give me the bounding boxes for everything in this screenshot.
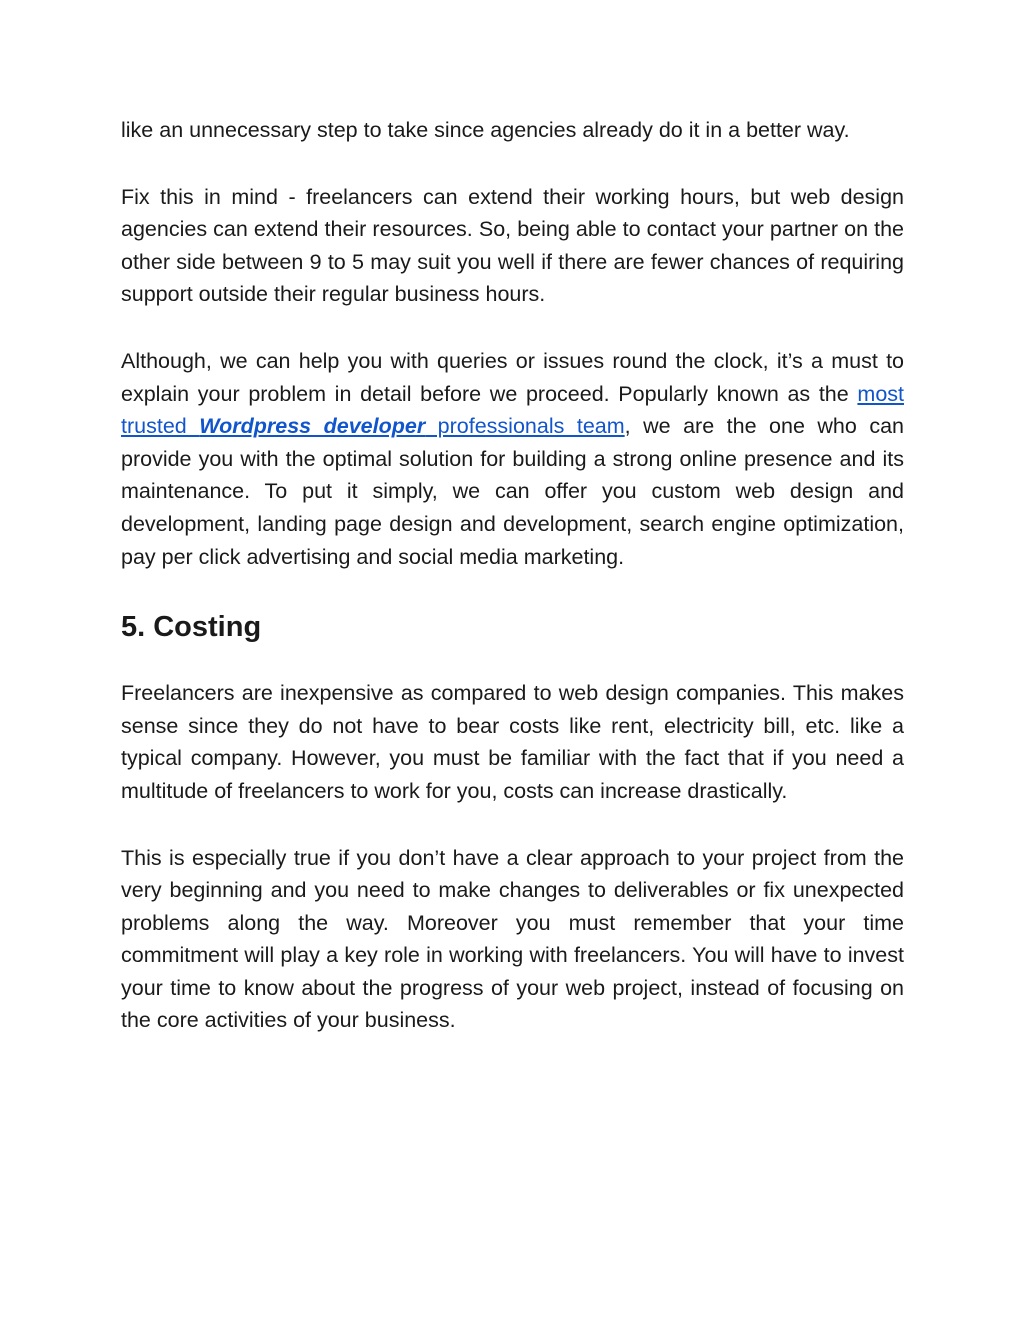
paragraph-freelancer-cost: Freelancers are inexpensive as compared to web design companies. This makes sense since they do not have to bear costs like rent, electricity bill, etc. like a typical company. However, you must be familiar with the fact that if you need a multitude of freelancers to work for you, costs can increase drastically. [121, 681, 904, 803]
link-text-prefix: most trusted [121, 381, 904, 439]
paragraph-our-services-rest: , we are the one who can provide you with the optimal solution for building a strong online presence and its maintenance. To put it simply, we can offer you custom web design and development, landing page design and development, search engine optimization, pay per click advertising and social media marketing. [121, 414, 904, 569]
paragraph-our-services [121, 345, 904, 573]
paragraph-our-services-intro: Although, we can help you with queries or issues round the clock, it’s a must to explain your problem in detail before we proceed. Popularly known as the [121, 348, 904, 406]
document-page [121, 114, 904, 1071]
paragraph-working-hours: Fix this in mind - freelancers can extend their working hours, but web design agencies can extend their resources. So, being able to contact your partner on the other side between 9 to 5 may suit you well if there are fewer chances of requiring support outside their regular business hours. [121, 184, 904, 307]
paragraph-time-commitment: This is especially true if you don’t have a clear approach to your project from the very beginning and you need to make changes to deliverables or fix unexpected problems along the way. Moreover you must remember that your time commitment will play a key role in working with freelancers. You will have to invest your time to know about the progress of your web project, instead of focusing on the core activities of your business. [121, 845, 904, 1033]
paragraph-agencies-step: like an unnecessary step to take since agencies already do it in a better way. [121, 118, 850, 142]
section-heading-costing: 5. Costing [121, 611, 262, 644]
link-text-suffix: professionals team [425, 414, 625, 439]
link-text-emphasis: Wordpress developer [199, 414, 426, 439]
